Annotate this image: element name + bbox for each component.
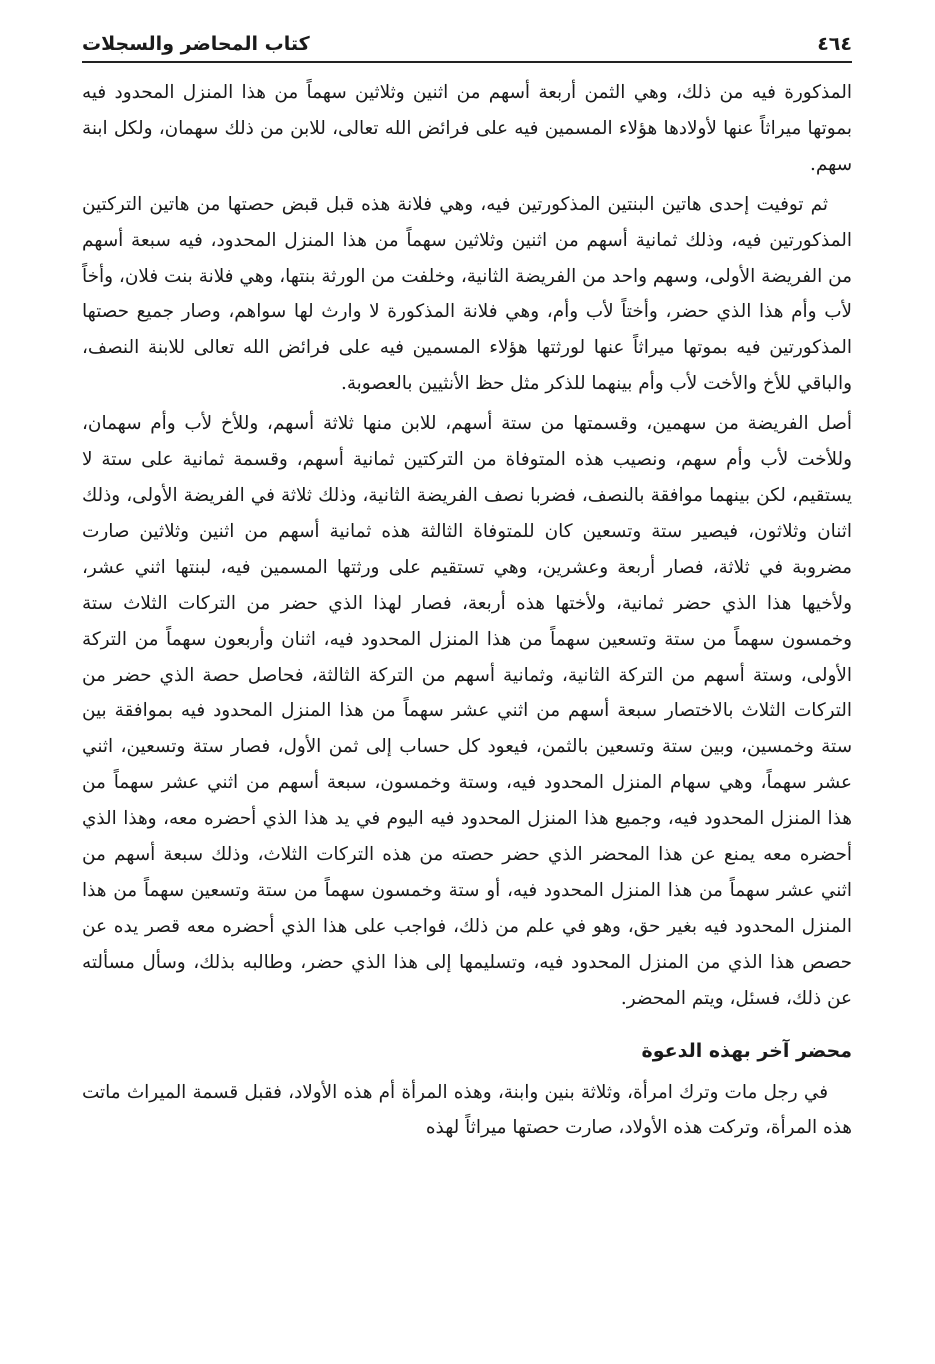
paragraph-2: ثم توفيت إحدى هاتين البنتين المذكورتين فيه، وهي فلانة هذه قبل قبض حصتها من هاتين التركتين المذكورتين فيه، وذلك ثمانية أسهم من اثنين وثلاثين سهماً من هذا المنزل المحدود، فيه سبعة أسهم من الفريضة الأولى، وسهم واحد من الفريضة الثانية، وخلفت من الورثة بنتها، وهي فلانة بنت فلان، وأخاً لأب وأم هذا الذي حضر، وأختاً لأب وأم، وهي فلانة المذكورة لا وارث لها سواهم، وصار جميع حصتها المذكورتين فيه بموتها ميراثاً عنها لورثتها هؤلاء المسمين فيه على فرائض الله تعالى للابنة النصف، والباقي للأخ والأخت لأب وأم بينهما للذكر مثل حظ الأنثيين بالعصوبة. [82,193,852,395]
section-heading: محضر آخر بهذه الدعوة [641,1039,852,1062]
page-number: ٤٦٤ [817,33,852,55]
book-title: كتاب المحاضر والسجلات [82,33,310,55]
running-header [82,28,852,60]
header-divider [82,61,852,63]
paragraph-3: أصل الفريضة من سهمين، وقسمتها من ستة أسهم، للابن منها ثلاثة أسهم، وللأخ لأب وأم سهمان، وللأخت لأب وأم سهم، ونصيب هذه المتوفاة من التركتين ثمانية أسهم، وقسمة ثمانية على ستة لا يستقيم، لكن بينهما موافقة بالنصف، فضربا نصف الفريضة الثانية، وذلك ثلاثة في الفريضة الأولى، وذلك اثنان وثلاثون، فيصير ستة وتسعين كان للمتوفاة الثالثة هذه ثمانية أسهم من اثنين وثلاثين صارت مضروبة في ثلاثة، فصار أربعة وعشرين، وهي تستقيم على ورثتها المسمين فيه، لبنتها اثني عشر، ولأخيها هذا الذي حضر ثمانية، ولأختها هذه أربعة، فصار لهذا الذي حضر من التركات الثلاث ستة وخمسون سهماً من ستة وتسعين سهماً من هذا المنزل المحدود فيه، اثنان وأربعون سهماً من التركة الأولى، وستة أسهم من التركة الثانية، وثمانية أسهم من التركة الثالثة، فحاصل حصة الذي حضر من التركات الثلاث بالاختصار سبعة أسهم من اثني عشر سهماً من هذا المنزل المحدود فيه بموافقة بين ستة وخمسين، وبين ستة وتسعين بالثمن، فيعود كل حساب إلى ثمن الأول، فصار ستة وتسعين، اثني عشر سهماً، وهي سهام المنزل المحدود فيه، وستة وخمسون، سبعة أسهم من اثني عشر سهماً من هذا المنزل المحدود فيه، وجميع هذا المنزل المحدود فيه اليوم في يد هذا الذي أحضره معه، وهذا الذي أحضره معه يمنع عن هذا المحضر الذي حضر حصته من هذه التركات الثلاث، وذلك سبعة أسهم من اثني عشر سهماً من هذا المنزل المحدود فيه، أو ستة وخمسون سهماً من ستة وتسعين سهماً من هذا المنزل المحدود فيه بغير حق، وهو في علم من ذلك، فواجب على هذا الذي أحضره معه قصر يده عن حصص هذا الذي من المنزل المحدود فيه، وتسليمها إلى هذا الذي حضر، وطالبه بذلك، وسأل مسألته عن ذلك، فسئل، ويتم المحضر. [82,413,852,1009]
body-text [82,75,852,1146]
paragraph-1: المذكورة فيه من ذلك، وهي الثمن أربعة أسهم من اثنين وثلاثين سهماً من هذا المنزل المحدود فيه بموتها ميراثاً عنها لأولادها هؤلاء المسمين فيه على فرائض الله تعالى، للابن من ذلك سهمان، ولكل ابنة سهم. [82,82,852,175]
paragraph-4: في رجل مات وترك امرأة، وثلاثة بنين وابنة، وهذه المرأة أم هذه الأولاد، فقبل قسمة الميراث ماتت هذه المرأة، وتركت هذه الأولاد، صارت حصتها ميراثاً لهذه [82,1081,852,1139]
document-page [82,28,852,1150]
